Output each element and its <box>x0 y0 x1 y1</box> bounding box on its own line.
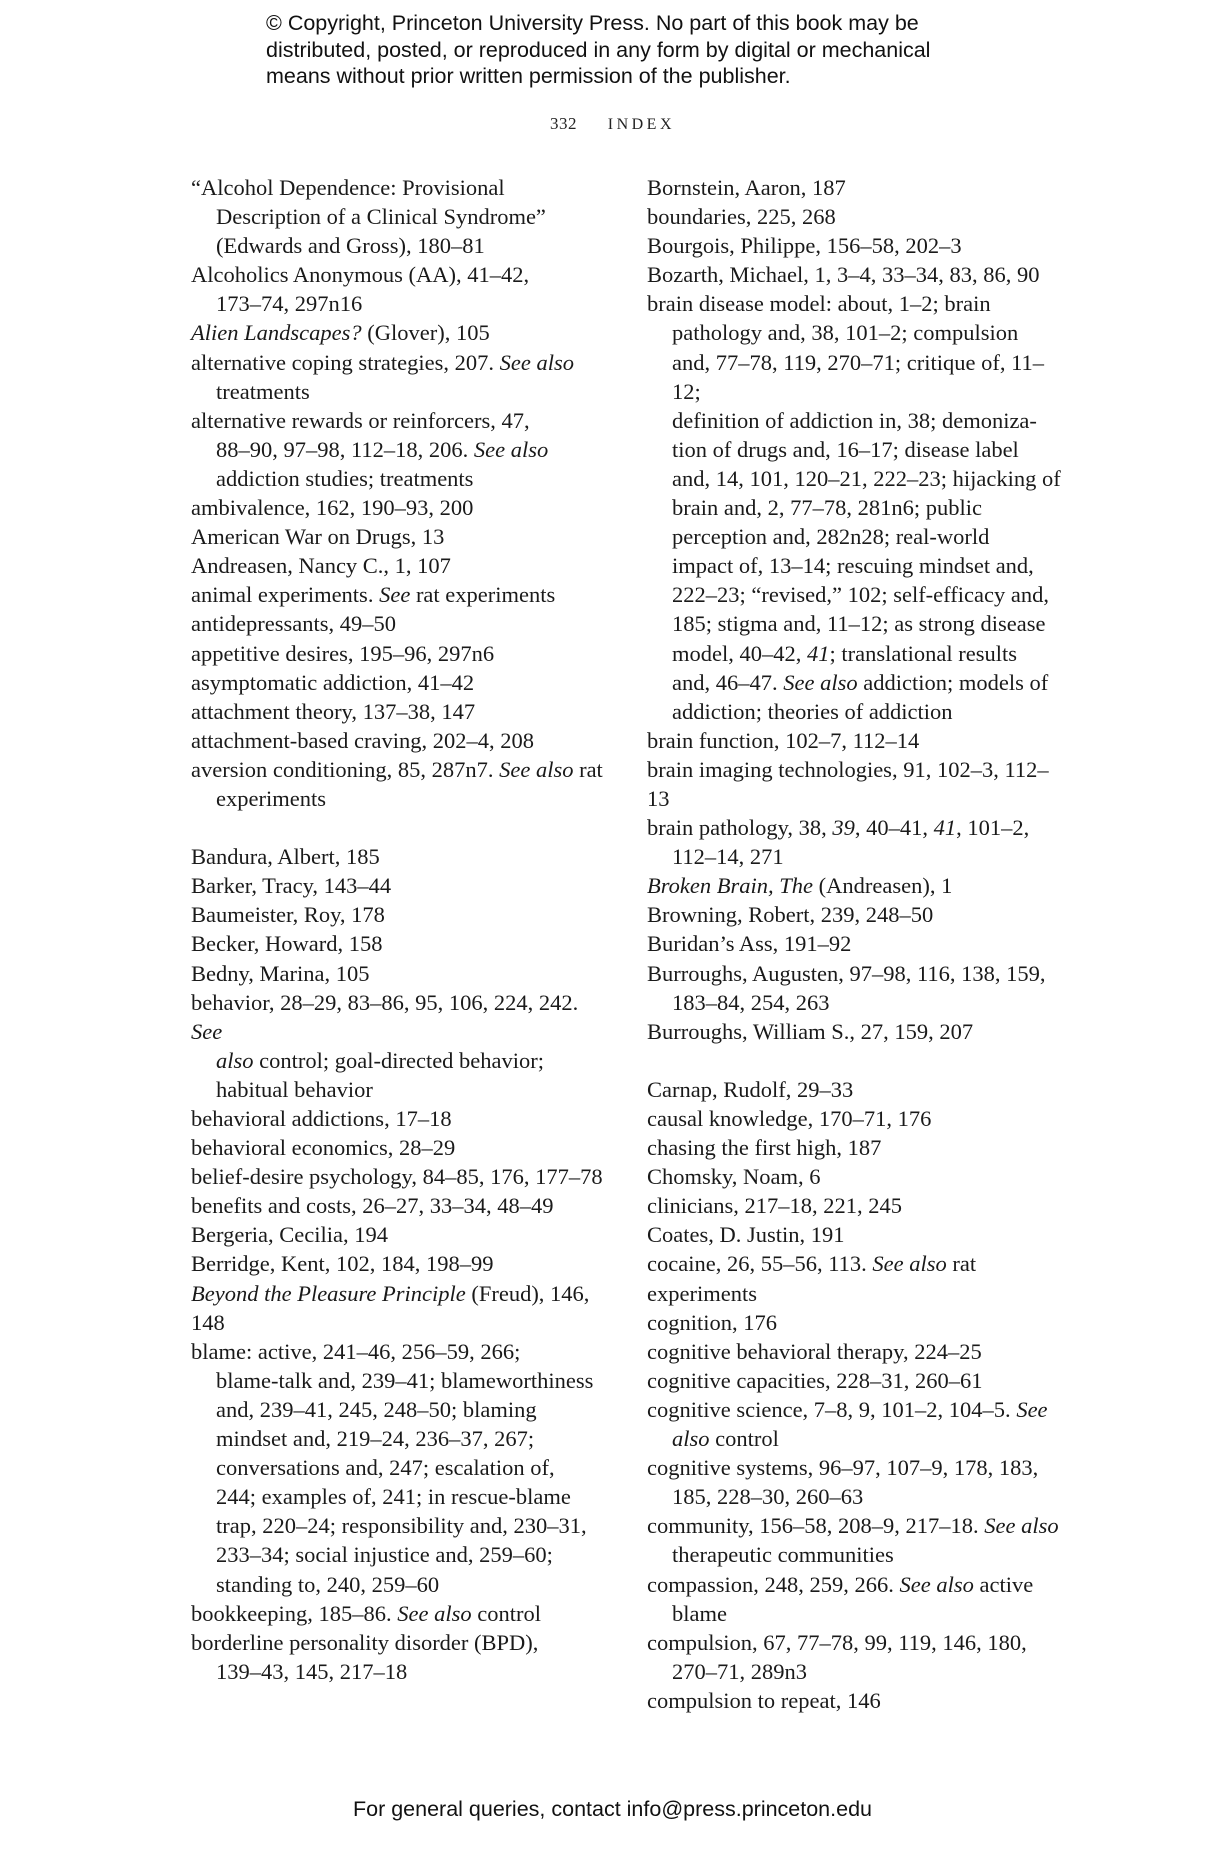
index-line <box>647 726 1067 755</box>
index-text-italic: 39 <box>832 815 855 841</box>
index-text: addiction studies; treatments <box>216 465 474 491</box>
index-line <box>191 784 611 813</box>
index-line <box>191 1279 611 1337</box>
index-text: blame: active, 241–46, 256–59, 266; <box>191 1338 521 1364</box>
index-text: Barker, Tracy, 143–44 <box>191 873 392 899</box>
index-text: rat experiments <box>410 582 556 608</box>
index-line <box>191 1482 611 1511</box>
index-line <box>647 668 1067 697</box>
index-text: Berridge, Kent, 102, 184, 198–99 <box>191 1251 494 1277</box>
index-line <box>647 406 1067 435</box>
index-text-italic: Alien Landscapes? <box>191 320 362 346</box>
index-text-italic: See also <box>499 756 574 782</box>
index-text: Bornstein, Aaron, 187 <box>647 175 846 200</box>
index-text: brain disease model: about, 1–2; brain <box>647 291 991 317</box>
index-line <box>191 1191 611 1220</box>
index-text: cognition, 176 <box>647 1309 777 1335</box>
index-line <box>647 755 1067 813</box>
index-line <box>191 1540 611 1569</box>
index-text: belief-desire psychology, 84–85, 176, 177–78 <box>191 1164 603 1190</box>
index-line <box>191 609 611 638</box>
index-text: conversations and, 247; escalation of, <box>216 1455 555 1481</box>
footer-contact: For general queries, contact info@press.princeton.edu <box>352 1797 872 1821</box>
index-text-italic: See also <box>872 1251 947 1277</box>
index-text: chasing the first high, 187 <box>647 1135 882 1161</box>
index-text: ; translational results <box>829 640 1017 666</box>
index-line <box>647 289 1067 318</box>
index-line <box>191 697 611 726</box>
index-text: alternative rewards or reinforcers, 47, <box>191 407 530 433</box>
index-text: causal knowledge, 170–71, 176 <box>647 1106 932 1131</box>
index-text: 185, 228–30, 260–63 <box>672 1484 864 1510</box>
index-text: Carnap, Rudolf, 29–33 <box>647 1076 854 1102</box>
index-text: 185; stigma and, 11–12; as strong disease <box>672 611 1046 637</box>
index-text: Bourgois, Philippe, 156–58, 202–3 <box>647 233 962 259</box>
index-text: 233–34; social injustice and, 259–60; <box>216 1542 553 1568</box>
index-text-italic: See also <box>783 669 858 695</box>
index-line <box>647 1453 1067 1482</box>
index-text: alternative coping strategies, 207. <box>191 349 500 375</box>
index-line <box>647 202 1067 231</box>
index-line <box>647 1424 1067 1453</box>
index-text: habitual behavior <box>216 1076 373 1102</box>
index-line <box>647 639 1067 668</box>
index-text: tion of drugs and, 16–17; disease label <box>672 436 1019 462</box>
copyright-notice <box>266 10 1026 90</box>
index-line <box>647 929 1067 958</box>
index-line <box>647 1570 1067 1599</box>
index-line <box>191 1366 611 1395</box>
index-text: pathology and, 38, 101–2; compulsion <box>672 320 1019 346</box>
index-text: control <box>709 1426 779 1452</box>
index-line <box>191 202 611 231</box>
index-text: treatments <box>216 378 310 404</box>
index-text: 88–90, 97–98, 112–18, 206. <box>216 436 474 462</box>
index-line <box>647 697 1067 726</box>
index-line <box>647 435 1067 464</box>
index-text: Bozarth, Michael, 1, 3–4, 33–34, 83, 86, 90 <box>647 262 1040 288</box>
index-text: Chomsky, Noam, 6 <box>647 1164 821 1190</box>
index-text: Buridan’s Ass, 191–92 <box>647 931 852 957</box>
index-line <box>191 318 611 347</box>
index-line <box>191 1220 611 1249</box>
index-text: cognitive science, 7–8, 9, 101–2, 104–5. <box>647 1396 1017 1422</box>
index-line <box>647 1104 1067 1133</box>
index-text: , 40–41, <box>854 815 934 841</box>
index-line <box>191 260 611 289</box>
index-text: and, 239–41, 245, 248–50; blaming <box>216 1396 537 1422</box>
index-line <box>191 580 611 609</box>
index-text: definition of addiction in, 38; demoniza- <box>672 407 1037 433</box>
index-line <box>647 1337 1067 1366</box>
index-text-italic: See also <box>899 1571 974 1597</box>
index-line <box>647 318 1067 347</box>
index-text-italic: See also <box>499 349 575 375</box>
index-letter-gap <box>647 1046 1067 1075</box>
copyright-line: distributed, posted, or reproduced in any form by digital or mechanical <box>266 37 931 62</box>
index-text: 112–14, 271 <box>672 844 784 870</box>
index-line <box>191 435 611 464</box>
index-text: 173–74, 297n16 <box>216 291 363 317</box>
index-line <box>191 1453 611 1482</box>
index-line <box>191 231 611 260</box>
index-text: Alcoholics Anonymous (AA), 41–42, <box>191 262 530 288</box>
index-line <box>191 1599 611 1628</box>
index-text: brain imaging technologies, 91, 102–3, 112–13 <box>647 756 1049 811</box>
index-text: rat <box>573 756 603 782</box>
copyright-line: © Copyright, Princeton University Press. No part of this book may be <box>266 11 919 35</box>
index-text: rat experiments <box>647 1251 977 1306</box>
index-text: mindset and, 219–24, 236–37, 267; <box>216 1426 535 1452</box>
index-line <box>191 289 611 318</box>
index-text: appetitive desires, 195–96, 297n6 <box>191 640 495 666</box>
index-line <box>647 551 1067 580</box>
index-text: Becker, Howard, 158 <box>191 931 383 957</box>
index-line <box>647 1133 1067 1162</box>
index-line <box>647 1511 1067 1540</box>
index-text-italic: also <box>672 1426 710 1452</box>
index-text: cognitive capacities, 228–31, 260–61 <box>647 1367 983 1393</box>
index-text: 183–84, 254, 263 <box>672 989 830 1015</box>
index-line <box>647 871 1067 900</box>
index-text: 270–71, 289n3 <box>672 1658 807 1684</box>
index-line <box>191 900 611 929</box>
index-text: standing to, 240, 259–60 <box>216 1571 440 1597</box>
index-text: trap, 220–24; responsibility and, 230–31, <box>216 1513 587 1539</box>
index-text: Bandura, Albert, 185 <box>191 844 380 870</box>
index-text-italic: Beyond the Pleasure Principle <box>191 1280 466 1306</box>
index-text: behavioral economics, 28–29 <box>191 1135 456 1161</box>
index-line <box>191 1511 611 1540</box>
index-line <box>647 1686 1067 1715</box>
index-text: Coates, D. Justin, 191 <box>647 1222 845 1248</box>
index-line <box>647 959 1067 988</box>
index-line <box>191 551 611 580</box>
index-line <box>191 726 611 755</box>
index-line <box>191 406 611 435</box>
index-text: , 101–2, <box>956 815 1030 841</box>
index-line <box>191 464 611 493</box>
index-line <box>647 260 1067 289</box>
index-line <box>191 1162 611 1191</box>
index-text: cognitive behavioral therapy, 224–25 <box>647 1338 982 1364</box>
index-text: blame <box>672 1600 727 1626</box>
index-text: model, 40–42, <box>672 640 807 666</box>
index-text: blame-talk and, 239–41; blameworthiness <box>216 1367 594 1393</box>
index-line <box>191 871 611 900</box>
index-text: ambivalence, 162, 190–93, 200 <box>191 495 474 521</box>
page-number: 332 <box>549 114 577 133</box>
index-line <box>647 1075 1067 1104</box>
index-line <box>191 1337 611 1366</box>
index-line <box>191 1104 611 1133</box>
index-text-italic: Broken Brain, The <box>647 873 814 899</box>
index-text: community, 156–58, 208–9, 217–18. <box>647 1513 985 1539</box>
index-line <box>647 1657 1067 1686</box>
index-line <box>191 522 611 551</box>
index-line <box>191 1075 611 1104</box>
index-line <box>647 173 1067 202</box>
index-text-italic: See also <box>984 1513 1059 1539</box>
index-line <box>191 1424 611 1453</box>
index-text: antidepressants, 49–50 <box>191 611 396 637</box>
index-text: compulsion to repeat, 146 <box>647 1687 881 1713</box>
index-text: bookkeeping, 185–86. <box>191 1600 398 1626</box>
index-column-right <box>647 173 1067 1715</box>
index-text: control; goal-directed behavior; <box>253 1047 545 1073</box>
index-line <box>647 1482 1067 1511</box>
index-text: behavior, 28–29, 83–86, 95, 106, 224, 242. <box>191 989 579 1015</box>
index-line <box>191 1657 611 1686</box>
index-text: brain pathology, 38, <box>647 815 833 841</box>
index-line <box>647 609 1067 638</box>
index-line <box>191 842 611 871</box>
index-line <box>647 1395 1067 1424</box>
index-line <box>191 1628 611 1657</box>
index-line <box>647 231 1067 260</box>
index-line <box>191 755 611 784</box>
index-line <box>647 988 1067 1017</box>
index-text: and, 46–47. <box>672 669 784 695</box>
index-line <box>191 639 611 668</box>
index-line <box>647 900 1067 929</box>
index-line <box>191 348 611 377</box>
index-line <box>647 1308 1067 1337</box>
index-text-italic: See also <box>397 1600 472 1626</box>
running-head-title: INDEX <box>607 116 675 133</box>
index-line <box>647 1249 1067 1307</box>
index-text: and, 14, 101, 120–21, 222–23; hijacking of <box>672 465 1061 491</box>
index-line <box>191 1395 611 1424</box>
index-text: (Edwards and Gross), 180–81 <box>216 233 485 259</box>
index-line <box>647 1191 1067 1220</box>
index-text: Bedny, Marina, 105 <box>191 960 370 986</box>
index-text: borderline personality disorder (BPD), <box>191 1629 539 1655</box>
index-text: Browning, Robert, 239, 248–50 <box>647 902 934 928</box>
index-text: cocaine, 26, 55–56, 113. <box>647 1251 873 1277</box>
index-text: Burroughs, Augusten, 97–98, 116, 138, 159, <box>647 960 1046 986</box>
index-text-italic: See <box>1016 1396 1048 1422</box>
index-line <box>647 464 1067 493</box>
index-line <box>647 813 1067 842</box>
index-text-italic: See <box>379 582 411 608</box>
index-text: (Glover), 105 <box>361 320 490 346</box>
copyright-line: means without prior written permission of the publisher. <box>266 64 791 88</box>
index-text: (Andreasen), 1 <box>813 873 953 899</box>
index-text: cognitive systems, 96–97, 107–9, 178, 183, <box>647 1455 1039 1481</box>
index-text: (Freud), 146, 148 <box>191 1280 590 1335</box>
index-line <box>191 1133 611 1162</box>
index-line <box>647 1366 1067 1395</box>
running-head <box>0 114 1225 134</box>
index-text: addiction; models of <box>857 669 1049 695</box>
index-text: Burroughs, William S., 27, 159, 207 <box>647 1018 974 1044</box>
index-text: addiction; theories of addiction <box>672 698 953 724</box>
index-text: compulsion, 67, 77–78, 99, 119, 146, 180, <box>647 1629 1027 1655</box>
index-text: benefits and costs, 26–27, 33–34, 48–49 <box>191 1193 554 1219</box>
index-text: 139–43, 145, 217–18 <box>216 1658 408 1684</box>
index-line <box>647 842 1067 871</box>
index-text-italic: See also <box>473 436 549 462</box>
index-text: boundaries, 225, 268 <box>647 204 836 230</box>
index-text: impact of, 13–14; rescuing mindset and, <box>672 553 1034 579</box>
index-text: attachment-based craving, 202–4, 208 <box>191 727 535 753</box>
index-line <box>647 1017 1067 1046</box>
index-text-italic: 41 <box>807 640 830 666</box>
index-line <box>191 377 611 406</box>
index-line <box>191 988 611 1046</box>
index-text: American War on Drugs, 13 <box>191 524 445 550</box>
index-text: and, 77–78, 119, 270–71; critique of, 11–12; <box>672 349 1045 404</box>
index-line <box>647 1162 1067 1191</box>
index-line <box>191 1249 611 1278</box>
index-line <box>191 493 611 522</box>
index-text: 222–23; “revised,” 102; self-efficacy and, <box>672 582 1049 608</box>
index-text: attachment theory, 137–38, 147 <box>191 698 476 724</box>
index-line <box>191 668 611 697</box>
index-line <box>191 1046 611 1075</box>
index-text: clinicians, 217–18, 221, 245 <box>647 1193 902 1219</box>
index-column-left <box>191 173 611 1686</box>
index-text-italic: See <box>191 1018 223 1044</box>
index-text: active <box>973 1571 1034 1597</box>
index-text: perception and, 282n28; real-world <box>672 524 990 550</box>
index-line <box>191 959 611 988</box>
index-line <box>647 493 1067 522</box>
index-text: Andreasen, Nancy C., 1, 107 <box>191 553 451 579</box>
index-line <box>647 348 1067 406</box>
index-text: experiments <box>216 785 326 811</box>
index-text: compassion, 248, 259, 266. <box>647 1571 900 1597</box>
index-text: animal experiments. <box>191 582 380 608</box>
index-text: behavioral addictions, 17–18 <box>191 1106 452 1131</box>
index-text: asymptomatic addiction, 41–42 <box>191 669 475 695</box>
index-text: Bergeria, Cecilia, 194 <box>191 1222 389 1248</box>
index-text: Description of a Clinical Syndrome” <box>216 204 546 230</box>
index-line <box>191 1570 611 1599</box>
index-text: “Alcohol Dependence: Provisional <box>191 175 505 200</box>
index-line <box>647 1599 1067 1628</box>
index-text-italic: 41 <box>933 815 957 841</box>
index-line <box>647 580 1067 609</box>
index-text: 244; examples of, 241; in rescue-blame <box>216 1484 571 1510</box>
index-text: control <box>471 1600 541 1626</box>
index-line <box>191 929 611 958</box>
index-text: Baumeister, Roy, 178 <box>191 902 385 928</box>
index-text: brain function, 102–7, 112–14 <box>647 727 920 753</box>
index-text: aversion conditioning, 85, 287n7. <box>191 756 500 782</box>
index-line <box>191 173 611 202</box>
index-line <box>647 1628 1067 1657</box>
index-text: therapeutic communities <box>672 1542 894 1568</box>
index-line <box>647 522 1067 551</box>
index-line <box>647 1220 1067 1249</box>
index-text: brain and, 2, 77–78, 281n6; public <box>672 495 982 521</box>
index-line <box>647 1540 1067 1569</box>
index-letter-gap <box>191 813 611 842</box>
index-text-italic: also <box>216 1047 254 1073</box>
